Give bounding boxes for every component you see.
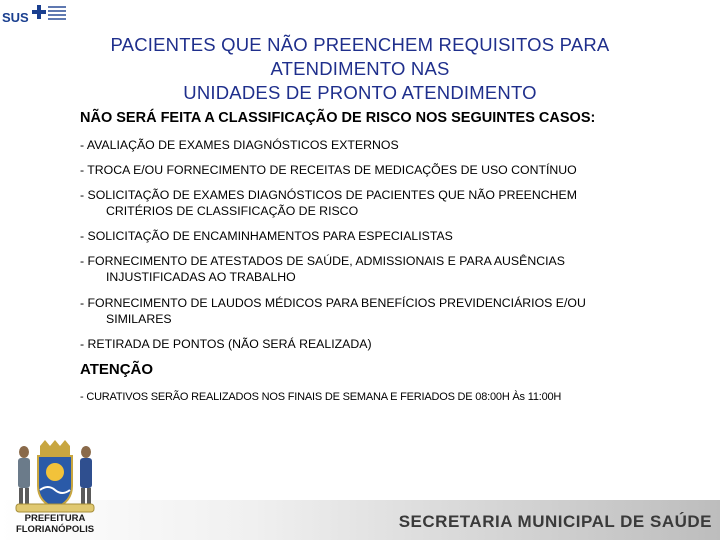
list-item [80, 137, 708, 153]
crest-label [12, 513, 98, 535]
list-item-text: - FORNECIMENTO DE LAUDOS MÉDICOS PARA BENEFÍCIOS PREVIDENCIÁRIOS E/OU [80, 296, 586, 310]
crest-label-line2: FLORIANÓPOLIS [15, 524, 95, 535]
crest-label-line1: PREFEITURA [24, 513, 86, 524]
department-name: SECRETARIA MUNICIPAL DE SAÚDE [398, 512, 712, 531]
list-item-text: - RETIRADA DE PONTOS (NÃO SERÁ REALIZADA) [80, 337, 372, 351]
list-item [80, 162, 708, 178]
ministry-mark-icon [48, 6, 66, 22]
list-item-continuation: INJUSTIFICADAS AO TRABALHO [106, 270, 296, 284]
city-crest-icon [10, 438, 100, 516]
cross-icon [32, 5, 46, 19]
list-item [80, 253, 708, 285]
attention-heading: ATENÇÃO [80, 361, 154, 378]
list-item-text: - TROCA E/OU FORNECIMENTO DE RECEITAS DE MEDICAÇÕES DE USO CONTÍNUO [80, 163, 577, 177]
list-item [80, 187, 708, 219]
list-item-text: - AVALIAÇÃO DE EXAMES DIAGNÓSTICOS EXTERNOS [80, 138, 399, 152]
page-title: PACIENTES QUE NÃO PREENCHEM REQUISITOS PARA ATENDIMENTO NAS UNIDADES DE PRONTO ATENDIMENTO [110, 34, 610, 103]
list-item-text: - SOLICITAÇÃO DE ENCAMINHAMENTOS PARA ESPECIALISTAS [80, 229, 453, 243]
section-subtitle: NÃO SERÁ FEITA A CLASSIFICAÇÃO DE RISCO NOS SEGUINTES CASOS: [80, 110, 596, 126]
list-item-continuation: CRITÉRIOS DE CLASSIFICAÇÃO DE RISCO [106, 204, 359, 218]
attention-note: - CURATIVOS SERÃO REALIZADOS NOS FINAIS DE SEMANA E FERIADOS DE 08:00H Às 11:00H [80, 391, 562, 403]
list-item-text: - FORNECIMENTO DE ATESTADOS DE SAÚDE, ADMISSIONAIS E PARA AUSÊNCIAS [80, 254, 565, 268]
list-item [80, 295, 708, 327]
list-item-continuation: SIMILARES [106, 312, 172, 326]
list-item [80, 336, 708, 352]
list-item [80, 228, 708, 244]
sus-logo-text: SUS [2, 10, 29, 25]
list-item-text: - SOLICITAÇÃO DE EXAMES DIAGNÓSTICOS DE PACIENTES QUE NÃO PREENCHEM [80, 188, 577, 202]
sus-logo [2, 2, 68, 34]
